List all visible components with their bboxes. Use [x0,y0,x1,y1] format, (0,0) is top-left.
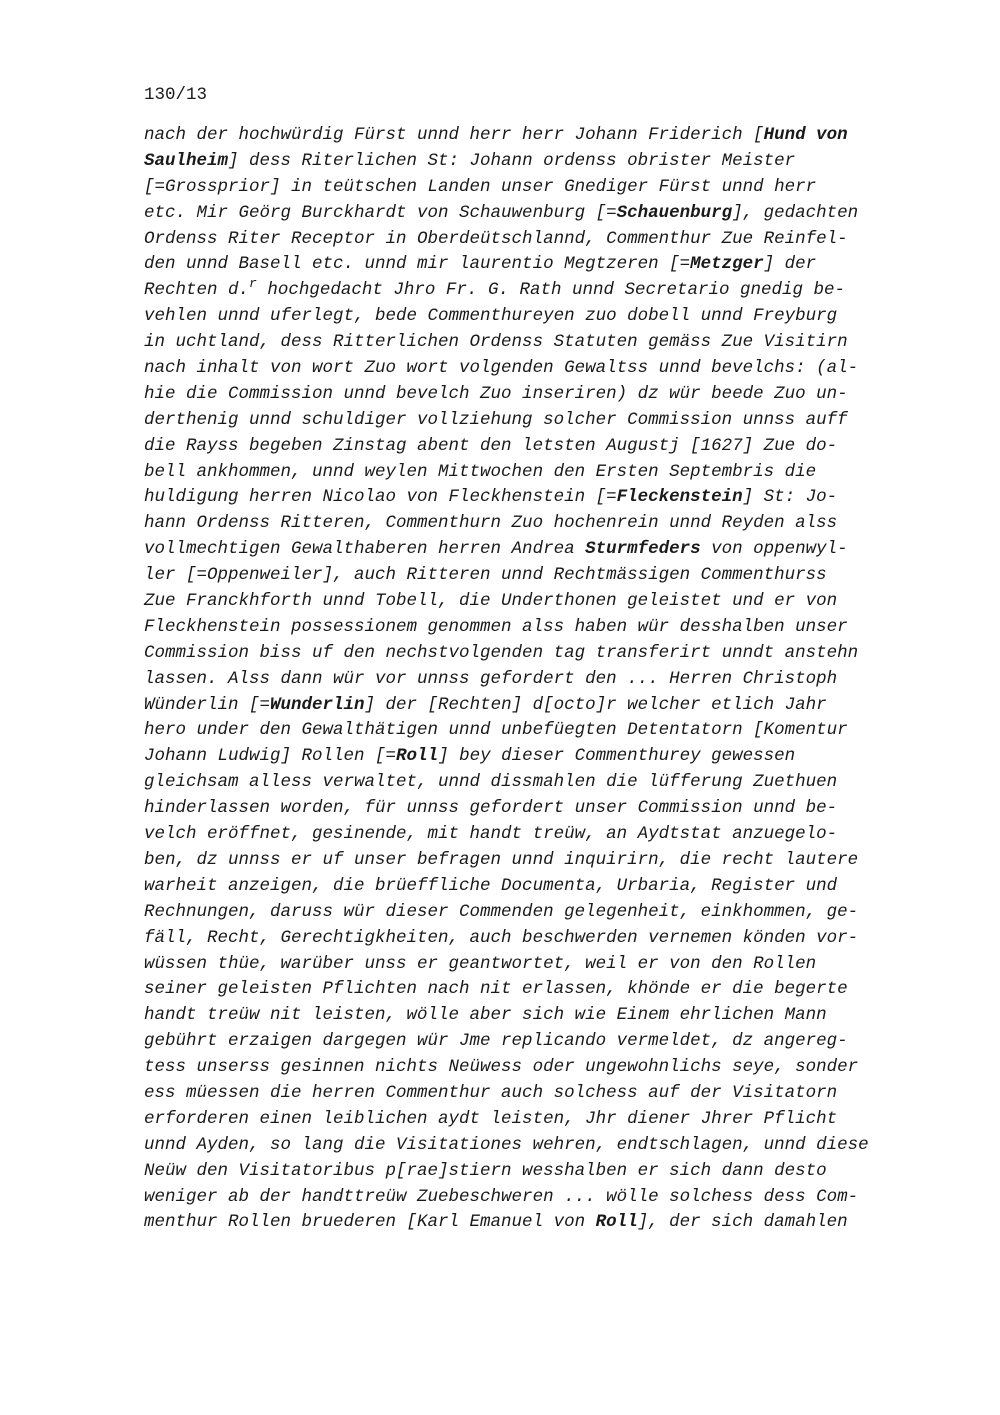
emphasized-name: Hund von [763,125,848,145]
text-line [144,175,914,201]
text-segment: Ordenss Riter Receptor in Oberdeütschlannd, Commenthur Zue Reinfel- [144,228,848,249]
emphasized-name: Saulheim [144,150,229,171]
text-segment: Rechten d. [144,280,250,301]
text-segment: die Rayss begeben Zinstag abent den letsten Augustj [1627] Zue do- [144,435,838,456]
text-segment: ] dess Riterlichen St: Johann ordenss obrister Meister [228,150,796,171]
text-segment: velch eröffnet, gesinende, mit handt treüw, an Aydtstat anzuegelo- [144,824,838,845]
text-segment: Commission biss uf den nechstvolgenden tag transferirt unndt anstehn [144,642,859,663]
text-line [144,848,914,874]
text-line [144,511,914,537]
text-line [144,744,914,770]
text-segment: lassen. Alss dann wür vor unnss gefordert den ... Herren Christoph [144,668,838,689]
emphasized-name: Roll [396,746,439,767]
text-line [144,1185,914,1211]
text-line [144,822,914,848]
text-segment: seiner geleisten Pflichten nach nit erlassen, khönde er die begerte [144,979,848,1000]
text-line [144,693,914,719]
text-segment: Zue Franckhforth unnd Tobell, die Underthonen geleistet und er von [144,591,838,612]
text-segment: ] der [Rechten] d[octo]r welcher etlich Jahr [364,694,827,715]
text-segment: in uchtland, dess Ritterlichen Ordenss Statuten gemäss Zue Visitirn [144,332,848,353]
text-segment: warheit anzeigen, die brüeffliche Documenta, Urbaria, Register und [144,875,838,896]
text-line [144,227,914,253]
text-line [144,926,914,952]
text-line [144,641,914,667]
text-line [144,1029,914,1055]
text-segment: ben, dz unnss er uf unser befragen unnd inquirirn, die recht lautere [144,849,859,870]
text-line [144,1210,914,1236]
text-segment: gleichsam alless verwaltet, unnd dissmahlen die lüfferung Zuethuen [144,772,838,793]
text-segment: hochgedacht Jhro Fr. G. Rath unnd Secretario gnedig be- [256,280,846,301]
text-segment: wüssen thüe, warüber unss er geantwortet, weil er von den Rollen [144,953,817,974]
text-line [144,201,914,227]
text-segment: bell ankhommen, unnd weylen Mittwochen den Ersten Septembris die [144,461,817,482]
text-segment: gebührt erzaigen dargegen wür Jme replicando vermeldet, dz angereg- [144,1031,848,1052]
text-segment: ess müessen die herren Commenthur auch solchess auf der Visitatorn [144,1082,838,1103]
text-segment: vollmechtigen Gewalthaberen herren Andrea [144,539,586,560]
text-line [144,1081,914,1107]
text-line [144,1003,914,1029]
text-line [144,304,914,330]
text-segment: weniger ab der handttreüw Zuebeschweren ... wölle solchess dess Com- [144,1186,859,1207]
text-line [144,1133,914,1159]
text-segment: huldigung herren Nicolao von Fleckhenstein [= [144,487,617,508]
text-segment: ] St: Jo- [742,487,838,508]
text-segment: handt treüw nit leisten, wölle aber sich wie Einem ehrlichen Mann [144,1005,827,1026]
text-line [144,977,914,1003]
emphasized-name: Sturmfeders [585,539,701,560]
text-segment: ler [=Oppenweiler], auch Ritteren unnd Rechtmässigen Commenthurss [144,565,827,586]
text-line [144,485,914,511]
text-segment: ], gedachten [732,202,859,223]
text-segment: nach der hochwürdig Fürst unnd herr herr Johann Friderich [ [144,125,764,145]
text-segment: hann Ordenss Ritteren, Commenthurn Zuo hochenrein unnd Reyden alss [144,513,838,534]
text-segment: Rechnungen, daruss wür dieser Commenden gelegenheit, einkhommen, ge- [144,901,859,922]
emphasized-name: Metzger [690,254,764,275]
text-line [144,434,914,460]
text-segment: ], der sich damahlen [637,1212,848,1233]
text-segment: hie die Commission unnd bevelch Zuo inseriren) dz wür beede Zuo un- [144,383,848,404]
text-line [144,667,914,693]
text-line [144,123,914,149]
text-segment: unnd Ayden, so lang die Visitationes wehren, endtschlagen, unnd diese [144,1134,869,1155]
text-line [144,900,914,926]
text-line [144,149,914,175]
page-number: 130/13 [144,85,208,105]
text-segment: ] der [763,254,817,275]
text-segment: Wünderlin [= [144,694,271,715]
text-line [144,589,914,615]
text-segment: tess unserss gesinnen nichts Neüwess oder ungewohnlichs seye, sonder [144,1057,859,1078]
emphasized-name: Fleckenstein [616,487,743,508]
text-line [144,1055,914,1081]
text-segment: [=Grossprior] in teütschen Landen unser Gnediger Fürst unnd herr [144,176,817,197]
text-segment: hero under den Gewalthätigen unnd unbefüegten Detentatorn [Komentur [144,720,848,741]
superscript: r [249,276,257,292]
text-segment: Johann Ludwig] Rollen [= [144,746,397,767]
text-line [144,408,914,434]
text-segment: etc. Mir Geörg Burckhardt von Schauwenburg [= [144,202,617,223]
document-body [144,123,914,1236]
text-segment: Fleckhenstein possessionem genommen alss haben wür desshalben unser [144,616,848,637]
emphasized-name: Wunderlin [270,694,365,715]
text-segment: nach inhalt von wort Zuo wort volgenden Gewaltss unnd bevelchs: (al- [144,358,859,379]
text-segment: derthenig unnd schuldiger vollziehung solcher Commission unnss auff [144,409,848,430]
text-line [144,460,914,486]
text-line [144,278,914,304]
text-line [144,356,914,382]
text-line [144,563,914,589]
text-segment: vehlen unnd uferlegt, bede Commenthureyen zuo dobell unnd Freyburg [144,306,838,327]
text-line [144,537,914,563]
emphasized-name: Roll [595,1212,638,1233]
text-segment: menthur Rollen bruederen [Karl Emanuel von [144,1212,596,1233]
text-line [144,1159,914,1185]
emphasized-name: Schauenburg [616,202,733,223]
text-segment: ] bey dieser Commenthurey gewessen [438,746,796,767]
text-line [144,952,914,978]
text-segment: fäll, Recht, Gerechtigkheiten, auch beschwerden vernemen könden vor- [144,927,859,948]
text-segment: von oppenwyl- [700,539,848,560]
text-line [144,615,914,641]
text-line [144,252,914,278]
text-segment: erforderen einen leiblichen aydt leisten, Jhr diener Jhrer Pflicht [144,1108,838,1129]
text-line [144,330,914,356]
text-line [144,796,914,822]
text-line [144,874,914,900]
text-segment: Neüw den Visitatoribus p[rae]stiern wesshalben er sich dann desto [144,1160,827,1181]
text-line [144,1107,914,1133]
text-line [144,770,914,796]
text-segment: hinderlassen worden, für unnss gefordert unser Commission unnd be- [144,798,838,819]
text-segment: den unnd Basell etc. unnd mir laurentio Megtzeren [= [144,254,691,275]
text-line [144,382,914,408]
text-line [144,718,914,744]
